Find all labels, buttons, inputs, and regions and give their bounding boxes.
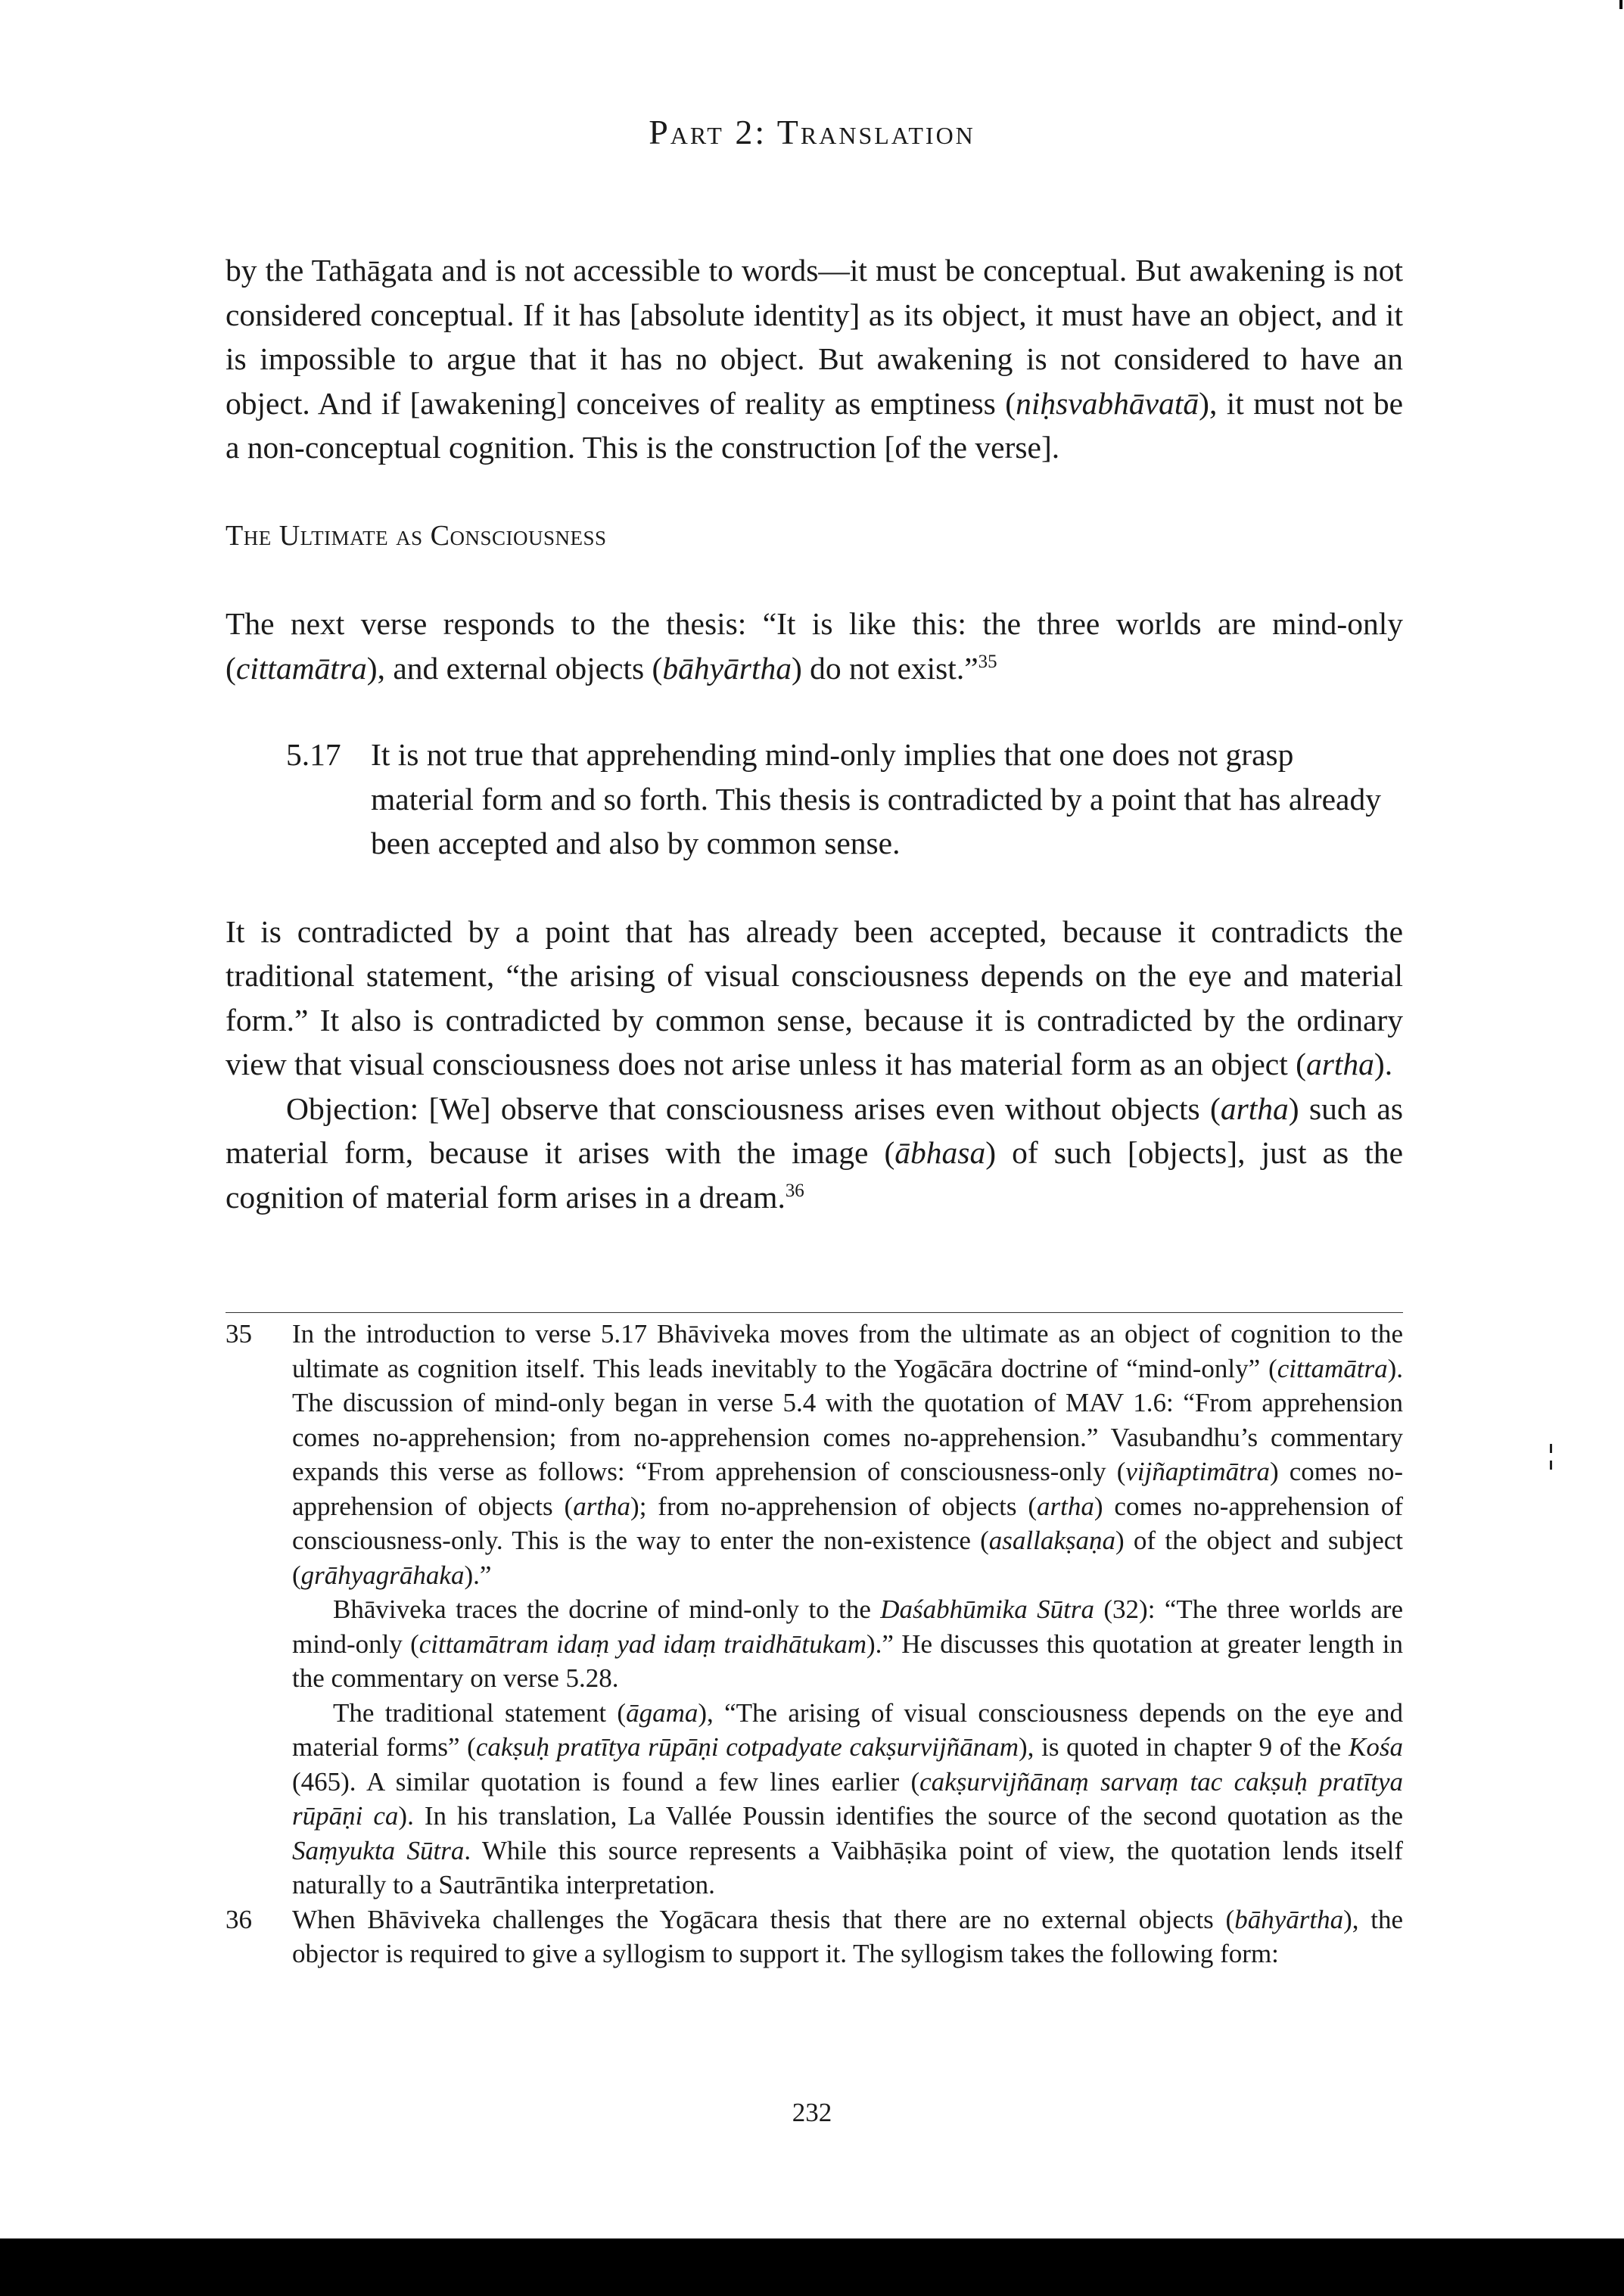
footnote-divider bbox=[226, 1312, 1403, 1313]
scan-bottom-edge bbox=[0, 2238, 1624, 2296]
footnote-body bbox=[292, 1317, 1403, 1902]
paragraph-4: Objection: [We] observe that consciousness arises even without objects (artha) such as material form, because it arises with the image (ābhasa) of such [objects], just as the cognition of material form arises in a dream.$^{36}$ bbox=[226, 1090, 1403, 1215]
footnote-paragraph: Bhāviveka traces the docrine of mind-only to the Daśabhūmika Sūtra (32): “The three worlds are mind-only (cittamātram idaṃ yad idaṃ traidhātukam).” He discusses this quotation at greater length in the commentary on verse 5.28. bbox=[292, 1594, 1403, 1693]
footnote-paragraph: The traditional statement (āgama), “The arising of visual consciousness depends on the eye and material forms” (cakṣuḥ pratītya rūpāṇi cotpadyate cakṣurvijñānam), is quoted in chapter 9 of the Kośa (465). A similar quotation is found a few lines earlier (cakṣurvijñānaṃ sarvaṃ tac cakṣuḥ pratītya rūpāṇi ca). In his translation, La Vallée Poussin identifies the source of the second quotation as the Saṃyukta Sūtra. While this source represents a Vaibhāṣika point of view, the quotation lends itself naturally to a Sautrāntika interpretation. bbox=[292, 1697, 1403, 1899]
term-italic: niḥsvabhāvatā bbox=[1016, 385, 1199, 421]
footnote-body bbox=[292, 1902, 1403, 1971]
footnote-paragraph: In the introduction to verse 5.17 Bhāviveka moves from the ultimate as an object of cognition to the ultimate as cognition itself. This leads inevitably to the Yogācāra doctrine of “mind-only” (cittamātra). The discussion of mind-only began in verse 5.4 with the quotation of MAV 1.6: “From apprehension comes no-apprehension; from no-apprehension comes no-apprehension.” Vasubandhu’s commentary expands this verse as follows: “From apprehension of consciousness-only (vijñaptimātra) comes no-apprehension of objects (artha); from no-apprehension of objects (artha) comes no-apprehension of consciousness-only. This is the way to enter the non-existence (asallakṣaṇa) of the object and subject (grāhyagrāhaka).” bbox=[292, 1319, 1404, 1590]
main-text bbox=[226, 248, 1403, 1219]
footnote-number: 36 bbox=[226, 1904, 252, 1934]
page-number: 232 bbox=[792, 2098, 832, 2127]
footnotes bbox=[226, 1317, 1403, 1971]
margin-mark bbox=[1550, 1444, 1552, 1453]
footnote-paragraph: When Bhāviveka challenges the Yogācara thesis that there are no external objects (bāhyārtha), the objector is required to give a syllogism to support it. The syllogism takes the following form: bbox=[292, 1904, 1403, 1968]
paragraph-1: by the Tathāgata and is not accessible to words—it must be conceptual. But awakening is not considered conceptual. If it has [absolute identity] as its object, it must have an object, and it is impossible to argue that it has no object. But awakening is not considered to have an object. And if [awakening] conceives of reality as emptiness (niḥsvabhāvatā), it must not be a non-conceptual cognition. This is the construction [of the verse]. bbox=[226, 253, 1403, 465]
section-heading: The Ultimate as Consciousness bbox=[226, 519, 607, 552]
verse-text: It is not true that apprehending mind-only implies that one does not grasp material form and so forth. This thesis is contradicted by a point that has already been accepted and also by common sense. bbox=[371, 737, 1381, 860]
footnote-ref-35[interactable]: 35 bbox=[978, 651, 997, 672]
footnote-number: 35 bbox=[226, 1319, 252, 1349]
footnote-36 bbox=[226, 1902, 1403, 1971]
page-edge-mark bbox=[1619, 0, 1622, 9]
paragraph-3: It is contradicted by a point that has already been accepted, because it contradicts the traditional statement, “the arising of visual consciousness depends on the eye and material form.” It also is contradicted by common sense, because it is contradicted by the ordinary view that visual consciousness does not arise unless it has material form as an object (artha). bbox=[226, 913, 1403, 1081]
footnote-35 bbox=[226, 1317, 1403, 1902]
running-head: Part 2: Translation bbox=[649, 113, 975, 151]
paragraph-2: The next verse responds to the thesis: “It is like this: the three worlds are mind-only (cittamātra), and external objects (bāhyārtha) do not exist.”$^{35}$ bbox=[226, 606, 1403, 686]
margin-mark bbox=[1550, 1461, 1552, 1470]
verse-5-17 bbox=[286, 733, 1403, 866]
verse-number: 5.17 bbox=[286, 737, 341, 772]
footnote-ref-36[interactable]: 36 bbox=[785, 1180, 804, 1201]
